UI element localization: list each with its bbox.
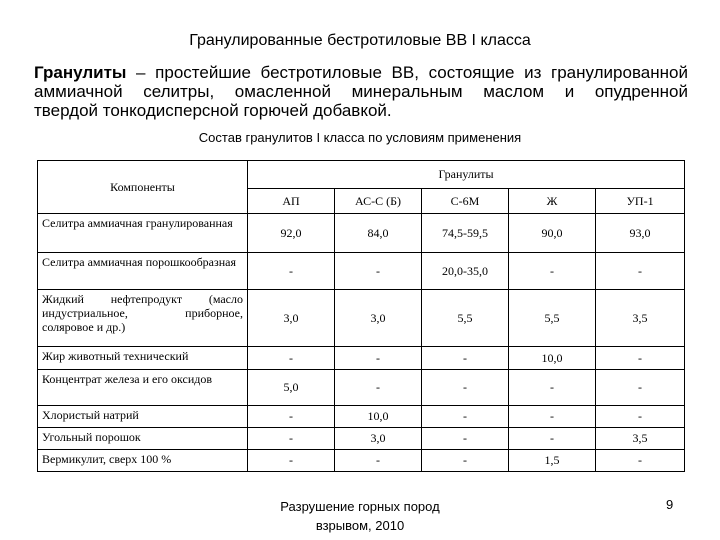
intro-line-text: – простейшие бестротиловые ВВ, состоящие из гранулированной [126,63,688,82]
component-cell: Жидкий нефтепродукт (масло индустриальное, приборное, соляровое и др.) [38,290,248,347]
table-row [38,370,685,406]
value-cell: 90,0 [509,214,596,253]
value-cell: - [422,370,509,406]
value-cell: - [248,253,335,290]
granulites-header: Гранулиты [248,161,685,189]
component-cell: Концентрат железа и его оксидов [38,370,248,406]
value-cell: - [422,450,509,472]
value-cell: 3,5 [596,428,685,450]
column-header: Ж [509,189,596,214]
value-cell: 74,5-59,5 [422,214,509,253]
footer-line: взрывом, 2010 [315,518,405,533]
component-cell: Угольный порошок [38,428,248,450]
value-cell: 3,0 [335,428,422,450]
component-cell: Жир животный технический [38,347,248,370]
value-cell: - [335,253,422,290]
value-cell: 10,0 [509,347,596,370]
value-cell: - [509,428,596,450]
value-cell: - [335,450,422,472]
value-cell: - [248,428,335,450]
value-cell: - [596,370,685,406]
column-header: С-6М [422,189,509,214]
value-cell: - [422,347,509,370]
value-cell: - [509,253,596,290]
value-cell: - [422,428,509,450]
intro-paragraph [34,63,688,120]
value-cell: 3,0 [335,290,422,347]
value-cell: 1,5 [509,450,596,472]
value-cell: 10,0 [335,406,422,428]
components-header: Компоненты [38,161,248,214]
value-cell: 84,0 [335,214,422,253]
composition-table [37,160,685,472]
value-cell: 92,0 [248,214,335,253]
value-cell: - [596,450,685,472]
component-cell: Хлористый натрий [38,406,248,428]
table-row [38,450,685,472]
page-number: 9 [666,497,674,512]
table-caption: Состав гранулитов I класса по условиям применения [198,130,522,145]
column-header: АС-С (Б) [335,189,422,214]
value-cell: 5,5 [422,290,509,347]
value-cell: - [422,406,509,428]
table-row [38,290,685,347]
slide-title: Гранулированные бестротиловые ВВ I класса [189,32,531,49]
value-cell: 3,0 [248,290,335,347]
value-cell: - [335,347,422,370]
value-cell: - [248,347,335,370]
value-cell: - [248,450,335,472]
intro-line: твердой тонкодисперсной горючей добавкой. [34,101,392,120]
value-cell: - [335,370,422,406]
intro-term: Гранулиты [34,63,127,82]
value-cell: - [596,406,685,428]
component-cell: Селитра аммиачная гранулированная [38,214,248,253]
component-cell: Вермикулит, сверх 100 % [38,450,248,472]
column-header: АП [248,189,335,214]
table-row [38,347,685,370]
value-cell: 5,0 [248,370,335,406]
table-row [38,214,685,253]
value-cell: - [248,406,335,428]
table-row [38,253,685,290]
value-cell: 5,5 [509,290,596,347]
component-cell: Селитра аммиачная порошкообразная [38,253,248,290]
footer [0,497,720,535]
table-row [38,406,685,428]
value-cell: - [596,347,685,370]
intro-line [34,63,688,82]
intro-line: аммиачной селитры, омасленной минеральным маслом и опудренной [34,82,688,101]
value-cell: - [509,370,596,406]
value-cell: 93,0 [596,214,685,253]
table-row [38,428,685,450]
value-cell: - [596,253,685,290]
column-header: УП-1 [596,189,685,214]
value-cell: 20,0-35,0 [422,253,509,290]
footer-line: Разрушение горных пород [280,499,440,514]
value-cell: 3,5 [596,290,685,347]
value-cell: - [509,406,596,428]
